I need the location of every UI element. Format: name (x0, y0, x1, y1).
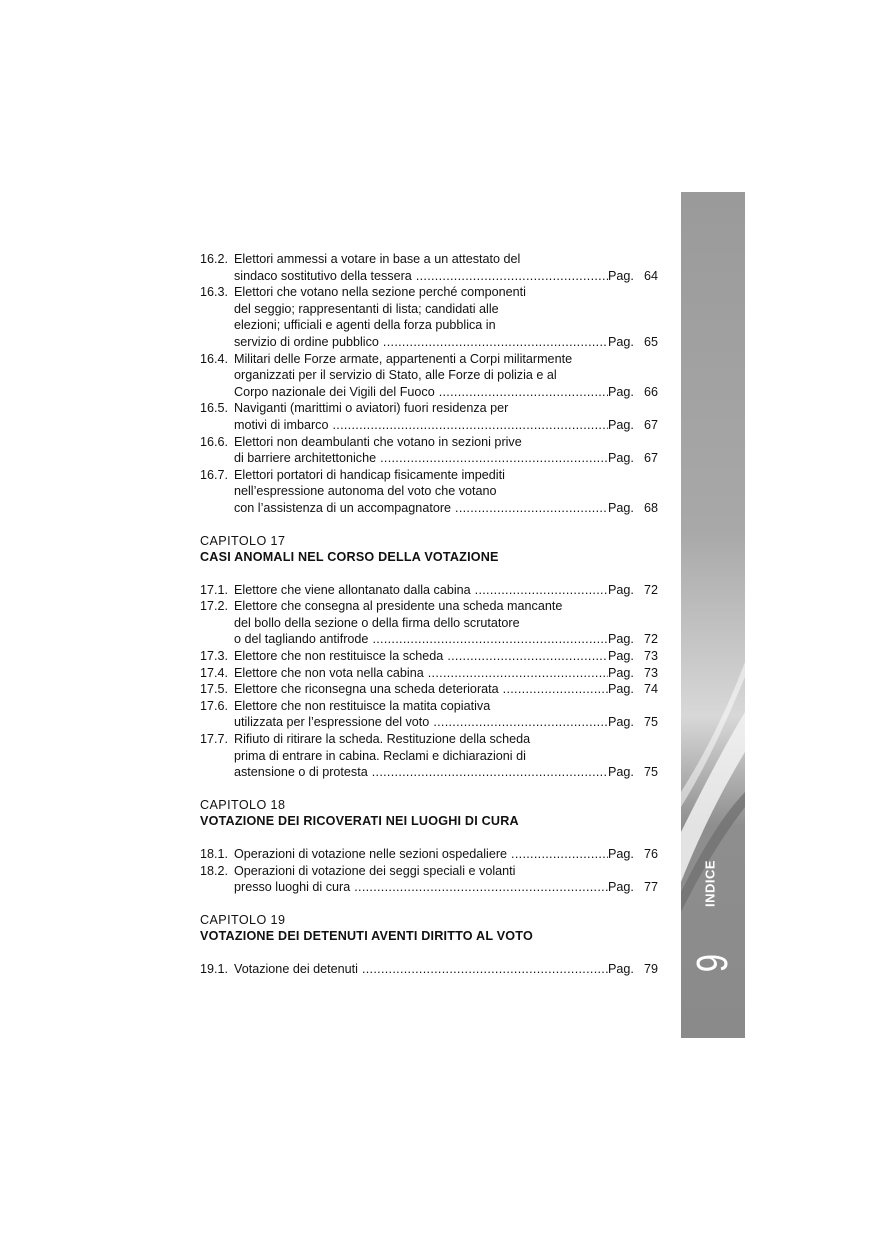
page-ref: 66 (643, 384, 658, 399)
toc-entry[interactable] (200, 434, 658, 467)
page-prefix: Pag. (608, 582, 634, 597)
entry-last-line (234, 417, 658, 434)
entry-text-line: con l’assistenza di un accompagnatore (234, 500, 452, 515)
toc-entry[interactable] (200, 961, 658, 978)
entry-body (234, 681, 658, 698)
entry-text-line: prima di entrare in cabina. Reclami e dichiarazioni di (234, 748, 526, 763)
entry-text-line: del bollo della sezione o della firma dello scrutatore (234, 615, 520, 630)
entry-text-line: del seggio; rappresentanti di lista; candidati alle (234, 301, 499, 316)
entry-body (234, 284, 658, 350)
chapter-title: VOTAZIONE DEI DETENUTI AVENTI DIRITTO AL VOTO (200, 929, 533, 944)
page-prefix: Pag. (608, 649, 634, 664)
page-ref: 79 (643, 961, 658, 976)
chapter-title: VOTAZIONE DEI RICOVERATI NEI LUOGHI DI CURA (200, 814, 519, 829)
entry-number: 18.2. (200, 863, 229, 878)
entry-last-line (234, 500, 658, 517)
toc-entry[interactable] (200, 648, 658, 665)
page-prefix: Pag. (608, 765, 634, 780)
page-prefix: Pag. (608, 961, 634, 976)
side-tab-label: INDICE (702, 859, 718, 908)
entry-last-line (234, 334, 658, 351)
page-prefix: Pag. (608, 451, 634, 466)
dot-leader (372, 764, 608, 781)
page-prefix: Pag. (608, 682, 634, 697)
page-prefix: Pag. (608, 417, 634, 432)
entry-body (234, 648, 658, 665)
entry-body (234, 863, 658, 896)
entry-number: 17.7. (200, 732, 229, 747)
chapter-label: CAPITOLO 17 (200, 533, 286, 548)
chapter-label: CAPITOLO 18 (200, 797, 286, 812)
entry-body (234, 251, 658, 284)
toc-section-16 (200, 251, 658, 517)
dot-leader (416, 268, 608, 285)
entry-text-line: Elettori che votano nella sezione perché componenti (234, 285, 526, 300)
page-prefix: Pag. (608, 715, 634, 730)
page-ref: 73 (643, 649, 658, 664)
entry-number: 16.2. (200, 252, 229, 266)
entry-text-line: nell’espressione autonoma del voto che votano (234, 484, 497, 499)
page-ref: 73 (643, 665, 658, 680)
entry-last-line (234, 582, 658, 599)
dot-leader (354, 879, 608, 896)
entry-text-line: Operazioni di votazione dei seggi speciali e volanti (234, 863, 516, 878)
chapter-18-heading (200, 797, 658, 830)
entry-number: 16.6. (200, 434, 229, 449)
toc-section-17 (200, 582, 658, 781)
entry-text-line: Elettori portatori di handicap fisicamente impediti (234, 467, 505, 482)
entry-text-line: motivi di imbarco (234, 417, 329, 432)
entry-text-line: organizzati per il servizio di Stato, alle Forze di polizia e al (234, 368, 557, 383)
entry-text-line: elezioni; ufficiali e agenti della forza pubblica in (234, 318, 496, 333)
toc-entry[interactable] (200, 351, 658, 401)
entry-number: 16.5. (200, 401, 229, 416)
toc-entry[interactable] (200, 863, 658, 896)
page-prefix: Pag. (608, 384, 634, 399)
entry-number: 17.2. (200, 599, 229, 614)
entry-number: 16.3. (200, 285, 229, 300)
page-ref: 67 (643, 417, 658, 432)
page-prefix: Pag. (608, 665, 634, 680)
page-prefix: Pag. (608, 268, 634, 283)
entry-last-line (234, 665, 658, 682)
entry-number: 17.5. (200, 682, 229, 697)
table-of-contents (200, 251, 658, 978)
page-ref: 75 (643, 765, 658, 780)
page-ref: 75 (643, 715, 658, 730)
chapter-19-heading (200, 912, 658, 945)
dot-leader (380, 450, 608, 467)
entry-number: 17.4. (200, 665, 229, 680)
toc-entry[interactable] (200, 665, 658, 682)
dot-leader (503, 681, 608, 698)
toc-entry[interactable] (200, 582, 658, 599)
toc-entry[interactable] (200, 284, 658, 350)
entry-last-line (234, 714, 658, 731)
entry-text-line: astensione o di protesta (234, 765, 368, 780)
toc-section-19 (200, 961, 658, 978)
entry-text-line: sindaco sostitutivo della tessera (234, 268, 412, 283)
toc-entry[interactable] (200, 681, 658, 698)
entry-text-line: Elettore che consegna al presidente una scheda mancante (234, 599, 563, 614)
entry-text-line: utilizzata per l’espressione del voto (234, 715, 430, 730)
entry-text-line: di barriere architettoniche (234, 451, 377, 466)
dot-leader (439, 384, 608, 401)
entry-last-line (234, 450, 658, 467)
chapter-label: CAPITOLO 19 (200, 912, 286, 927)
dot-leader (332, 417, 608, 434)
page-ref: 72 (643, 632, 658, 647)
dot-leader (372, 631, 608, 648)
dot-leader (447, 648, 608, 665)
entry-text-line: servizio di ordine pubblico (234, 334, 379, 349)
page-prefix: Pag. (608, 880, 634, 895)
entry-number: 17.6. (200, 698, 229, 713)
toc-entry[interactable] (200, 251, 658, 284)
page-ref: 68 (643, 500, 658, 515)
dot-leader (455, 500, 608, 517)
toc-entry[interactable] (200, 598, 658, 648)
entry-last-line (234, 648, 658, 665)
dot-leader (433, 714, 608, 731)
dot-leader (428, 665, 608, 682)
toc-entry[interactable] (200, 467, 658, 517)
toc-entry[interactable] (200, 698, 658, 731)
page-prefix: Pag. (608, 632, 634, 647)
entry-body (234, 400, 658, 433)
entry-text-line: Elettore che non restituisce la scheda (234, 649, 444, 664)
page-ref: 76 (643, 847, 658, 861)
entry-body (234, 598, 658, 648)
toc-entry[interactable] (200, 400, 658, 433)
dot-leader (511, 846, 608, 863)
entry-text-line: o del tagliando antifrode (234, 632, 369, 647)
entry-body (234, 351, 658, 401)
toc-entry[interactable] (200, 846, 658, 863)
toc-section-18 (200, 846, 658, 896)
entry-last-line (234, 764, 658, 781)
entry-text-line: Votazione dei detenuti (234, 961, 358, 976)
entry-last-line (234, 961, 658, 978)
page-ref: 65 (643, 334, 658, 349)
entry-last-line (234, 879, 658, 896)
entry-body (234, 731, 658, 781)
page-prefix: Pag. (608, 334, 634, 349)
dot-leader (362, 961, 608, 978)
entry-body (234, 582, 658, 599)
entry-number: 16.4. (200, 351, 229, 366)
entry-text-line: Elettore che riconsegna una scheda deteriorata (234, 682, 499, 697)
entry-text-line: Naviganti (marittimi o aviatori) fuori residenza per (234, 401, 509, 416)
dot-leader (383, 334, 608, 351)
entry-last-line (234, 268, 658, 285)
entry-last-line (234, 681, 658, 698)
page-ref: 64 (643, 268, 658, 283)
entry-body (234, 665, 658, 682)
entry-text-line: Rifiuto di ritirare la scheda. Restituzione della scheda (234, 732, 531, 747)
entry-body (234, 846, 658, 863)
entry-number: 19.1. (200, 961, 229, 976)
entry-number: 17.3. (200, 649, 229, 664)
entry-text-line: Militari delle Forze armate, appartenenti a Corpi militarmente (234, 351, 573, 366)
entry-text-line: Elettore che viene allontanato dalla cabina (234, 582, 471, 597)
entry-number: 16.7. (200, 467, 229, 482)
page-prefix: Pag. (608, 847, 634, 861)
chapter-title: CASI ANOMALI NEL CORSO DELLA VOTAZIONE (200, 550, 499, 565)
entry-last-line (234, 384, 658, 401)
page-ref: 67 (643, 451, 658, 466)
entry-text-line: presso luoghi di cura (234, 880, 351, 895)
entry-text-line: Elettore che non vota nella cabina (234, 665, 424, 680)
dot-leader (475, 582, 608, 599)
entry-text-line: Elettori non deambulanti che votano in sezioni prive (234, 434, 522, 449)
entry-number: 17.1. (200, 582, 229, 597)
entry-text-line: Elettore che non restituisce la matita copiativa (234, 698, 491, 713)
entry-body (234, 467, 658, 517)
entry-last-line (234, 846, 658, 863)
entry-text-line: Operazioni di votazione nelle sezioni ospedaliere (234, 847, 508, 861)
entry-body (234, 961, 658, 978)
entry-text-line: Elettori ammessi a votare in base a un attestato del (234, 252, 521, 266)
entry-last-line (234, 631, 658, 648)
entry-body (234, 698, 658, 731)
entry-text-line: Corpo nazionale dei Vigili del Fuoco (234, 384, 435, 399)
page-prefix: Pag. (608, 500, 634, 515)
toc-entry[interactable] (200, 731, 658, 781)
entry-body (234, 434, 658, 467)
chapter-17-heading (200, 533, 658, 566)
page-ref: 74 (643, 682, 658, 697)
page-number: 9 (688, 953, 737, 973)
entry-number: 18.1. (200, 847, 229, 861)
page-ref: 72 (643, 582, 658, 597)
page-ref: 77 (643, 880, 658, 895)
